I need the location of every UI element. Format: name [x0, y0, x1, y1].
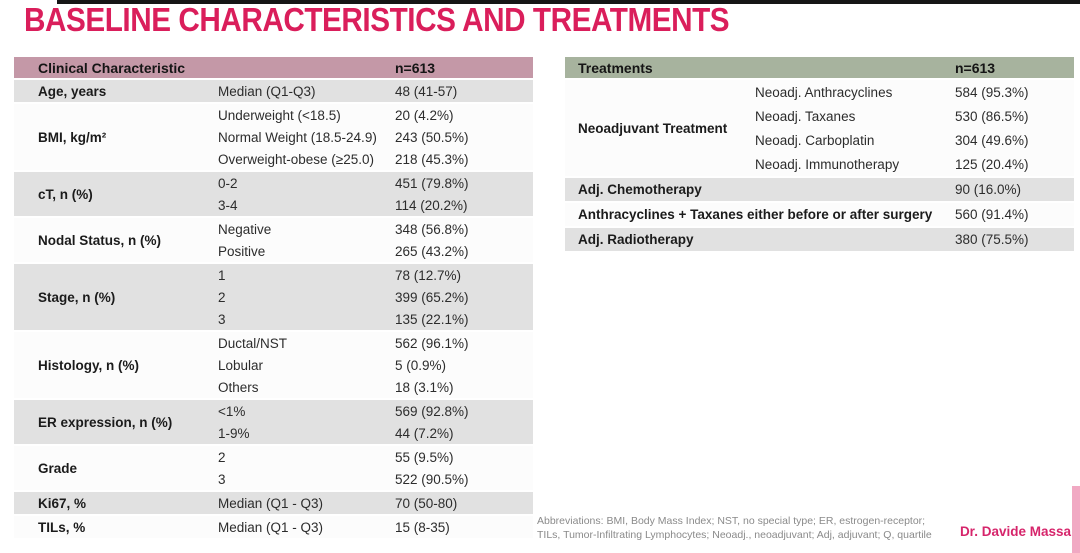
clinical-table-header [14, 57, 533, 80]
table-row [218, 194, 533, 216]
row-group-bmi [14, 104, 533, 172]
sub-label: Neoadj. Immunotherapy [755, 156, 900, 172]
sub-label: Neoadj. Carboplatin [755, 132, 875, 148]
abbreviations-footnote [537, 514, 932, 542]
row-adj-radiotherapy [565, 228, 1074, 253]
table-row [218, 172, 533, 194]
value-cell: 18 (3.1%) [395, 379, 454, 395]
value-cell: 135 (22.1%) [395, 311, 469, 327]
row-label: Anthracyclines + Taxanes either before or after surgery [578, 207, 933, 222]
value-cell: 569 (92.8%) [395, 403, 469, 419]
sub-label: 1-9% [218, 425, 250, 441]
sub-label: 2 [218, 289, 226, 305]
row-label: Adj. Radiotherapy [578, 232, 694, 247]
value-cell: 90 (16.0%) [955, 182, 1022, 197]
value-cell: 451 (79.8%) [395, 175, 469, 191]
table-row [218, 354, 533, 376]
table-row [218, 332, 533, 354]
value-cell: 5 (0.9%) [395, 357, 447, 373]
edge-accent-strip [1072, 486, 1080, 553]
group-label: cT, n (%) [38, 186, 93, 202]
group-label: Age, years [38, 83, 107, 99]
row-group-ct [14, 172, 533, 218]
sub-label: Normal Weight (18.5-24.9) [218, 129, 377, 145]
sub-label: Positive [218, 243, 266, 259]
sub-label: 1 [218, 267, 226, 283]
group-label: Neoadjuvant Treatment [578, 120, 728, 136]
slide-title: BASELINE CHARACTERISTICS AND TREATMENTS [24, 1, 730, 38]
value-cell: 304 (49.6%) [955, 132, 1029, 148]
table-row [755, 152, 1074, 176]
value-cell: 114 (20.2%) [395, 197, 468, 213]
table-row [218, 148, 533, 170]
value-cell: 44 (7.2%) [395, 425, 454, 441]
table-row [218, 376, 533, 398]
clinical-header-n: n=613 [395, 59, 436, 76]
footnote-line-1: Abbreviations: BMI, Body Mass Index; NST, no special type; ER, estrogen-receptor; [537, 515, 926, 527]
row-group-tils [14, 516, 533, 540]
value-cell: 70 (50-80) [395, 495, 458, 511]
row-group-grade [14, 446, 533, 492]
sub-label: Median (Q1 - Q3) [218, 495, 324, 511]
table-row [218, 126, 533, 148]
value-cell: 522 (90.5%) [395, 471, 469, 487]
table-row [218, 468, 533, 490]
value-cell: 399 (65.2%) [395, 289, 469, 305]
value-cell: 55 (9.5%) [395, 449, 454, 465]
sub-label: Neoadj. Taxanes [755, 108, 856, 124]
presenter-attribution: Dr. Davide Massa [959, 524, 1071, 539]
table-row [218, 446, 533, 468]
sub-label: 3 [218, 471, 226, 487]
value-cell: 48 (41-57) [395, 83, 458, 99]
row-group-neoadjuvant [565, 80, 1074, 178]
table-row [218, 218, 533, 240]
group-label: TILs, % [38, 519, 86, 535]
sub-label: 0-2 [218, 175, 238, 191]
table-row [755, 80, 1074, 104]
table-row [218, 492, 533, 514]
sub-label: Neoadj. Anthracyclines [755, 84, 893, 100]
sub-label: 3 [218, 311, 226, 327]
table-row [218, 286, 533, 308]
sub-label: Lobular [218, 357, 264, 373]
value-cell: 265 (43.2%) [395, 243, 469, 259]
group-label: Ki67, % [38, 495, 87, 511]
sub-label: Median (Q1 - Q3) [218, 519, 324, 535]
table-row [218, 104, 533, 126]
treatments-table-header [565, 57, 1074, 80]
value-cell: 15 (8-35) [395, 519, 450, 535]
table-row [218, 240, 533, 262]
sub-label: Underweight (<18.5) [218, 107, 341, 123]
table-row [218, 264, 533, 286]
footnote-line-2: TILs, Tumor-Infiltrating Lymphocytes; Neoadj., neoadjuvant; Adj, adjuvant; Q, quartile [537, 529, 932, 541]
row-group-histology [14, 332, 533, 400]
group-label: Histology, n (%) [38, 357, 139, 373]
row-group-age [14, 80, 533, 104]
row-anthracyclines-taxanes [565, 203, 1074, 228]
sub-label: Negative [218, 221, 272, 237]
treatments-header-label: Treatments [578, 59, 653, 76]
table-row [218, 308, 533, 330]
table-row [755, 128, 1074, 152]
table-row [755, 104, 1074, 128]
value-cell: 560 (91.4%) [955, 207, 1029, 222]
row-adj-chemotherapy [565, 178, 1074, 203]
sub-label: Ductal/NST [218, 335, 288, 351]
group-label: Grade [38, 460, 78, 476]
value-cell: 530 (86.5%) [955, 108, 1029, 124]
value-cell: 78 (12.7%) [395, 267, 462, 283]
treatments-table [565, 57, 1074, 253]
value-cell: 243 (50.5%) [395, 129, 469, 145]
table-row [218, 80, 533, 102]
row-group-stage [14, 264, 533, 332]
value-cell: 380 (75.5%) [955, 232, 1029, 247]
sub-label: <1% [218, 403, 246, 419]
sub-label: Median (Q1-Q3) [218, 83, 316, 99]
value-cell: 20 (4.2%) [395, 107, 454, 123]
group-label: Stage, n (%) [38, 289, 116, 305]
group-label: ER expression, n (%) [38, 414, 173, 430]
sub-label: Overweight-obese (≥25.0) [218, 151, 374, 167]
clinical-header-label: Clinical Characteristic [38, 59, 186, 76]
sub-label: Others [218, 379, 259, 395]
clinical-characteristics-table [14, 57, 533, 540]
value-cell: 348 (56.8%) [395, 221, 469, 237]
table-row [218, 516, 533, 538]
value-cell: 562 (96.1%) [395, 335, 469, 351]
group-label: BMI, kg/m² [38, 129, 107, 145]
group-label: Nodal Status, n (%) [38, 232, 162, 248]
value-cell: 584 (95.3%) [955, 84, 1029, 100]
row-group-ki67 [14, 492, 533, 516]
value-cell: 218 (45.3%) [395, 151, 469, 167]
value-cell: 125 (20.4%) [955, 156, 1029, 172]
row-group-er-expression [14, 400, 533, 446]
sub-label: 2 [218, 449, 226, 465]
row-label: Adj. Chemotherapy [578, 182, 702, 197]
row-group-nodal-status [14, 218, 533, 264]
sub-label: 3-4 [218, 197, 238, 213]
table-row [218, 400, 533, 422]
treatments-header-n: n=613 [955, 59, 996, 76]
table-row [218, 422, 533, 444]
